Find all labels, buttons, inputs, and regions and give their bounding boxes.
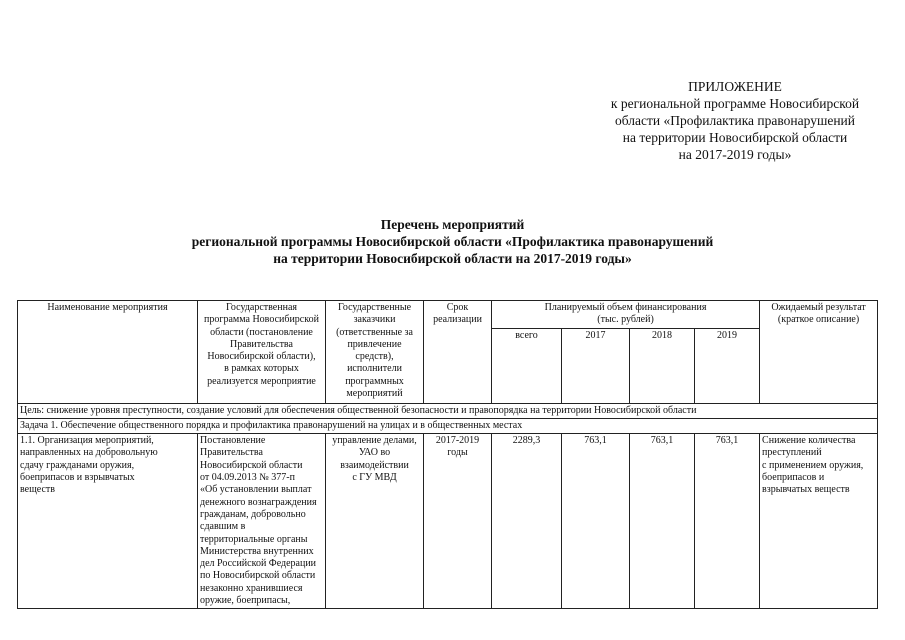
appendix-heading bbox=[560, 78, 905, 163]
header-2019: 2019 bbox=[695, 328, 760, 403]
activities-table bbox=[17, 300, 878, 609]
appendix-line: на 2017-2019 годы» bbox=[678, 147, 792, 162]
task-row bbox=[18, 418, 878, 433]
header-total: всего bbox=[492, 328, 562, 403]
appendix-line: на территории Новосибирской области bbox=[622, 130, 848, 145]
header-funding: Планируемый объем финансирования (тыс. рублей) bbox=[492, 301, 760, 329]
row-2018: 763,1 bbox=[630, 434, 695, 609]
header-2018: 2018 bbox=[630, 328, 695, 403]
goal-row bbox=[18, 403, 878, 418]
row-term: 2017-2019 годы bbox=[424, 434, 492, 609]
header-term: Срок реализации bbox=[424, 301, 492, 404]
title-line: Перечень мероприятий bbox=[380, 217, 525, 232]
row-name: 1.1. Организация мероприятий, направленных на добровольную сдачу гражданами оружия, боеприпасов и взрывчатых веществ bbox=[18, 434, 198, 609]
header-program: Государственная программа Новосибирской области (постановление Правительства Новосибирской области), в рамках которых реализуется мероприятие bbox=[198, 301, 326, 404]
row-2017: 763,1 bbox=[562, 434, 630, 609]
row-program: Постановление Правительства Новосибирской области от 04.09.2013 № 377-п «Об установлении выплат денежного вознаграждения гражданам, добровольно сдавшим в территориальные органы Министерства внутренних дел Российской Федерации по Новосибирской области незаконно хранившиеся оружие, боеприпасы, bbox=[198, 434, 326, 609]
row-2019: 763,1 bbox=[695, 434, 760, 609]
header-customers: Государственные заказчики (ответственные за привлечение средств), исполнители программных мероприятий bbox=[326, 301, 424, 404]
row-customers: управление делами, УАО во взаимодействии с ГУ МВД bbox=[326, 434, 424, 609]
row-total: 2289,3 bbox=[492, 434, 562, 609]
table-row bbox=[18, 434, 878, 609]
header-result: Ожидаемый результат (краткое описание) bbox=[760, 301, 878, 404]
appendix-line: к региональной программе Новосибирской bbox=[610, 96, 860, 111]
row-result: Снижение количества преступлений с применением оружия, боеприпасов и взрывчатых веществ bbox=[760, 434, 878, 609]
goal-text: Цель: снижение уровня преступности, создание условий для обеспечения общественной безопасности и правопорядка на территории Новосибирской области bbox=[18, 403, 878, 418]
task-text: Задача 1. Обеспечение общественного порядка и профилактика правонарушений на улицах и в общественных местах bbox=[18, 418, 878, 433]
appendix-line: ПРИЛОЖЕНИЕ bbox=[688, 79, 782, 94]
document-title bbox=[0, 216, 905, 267]
header-2017: 2017 bbox=[562, 328, 630, 403]
appendix-line: области «Профилактика правонарушений bbox=[614, 113, 856, 128]
header-name: Наименование мероприятия bbox=[18, 301, 198, 404]
title-line: региональной программы Новосибирской области «Профилактика правонарушений bbox=[191, 234, 714, 249]
header-row bbox=[18, 301, 878, 329]
title-line: на территории Новосибирской области на 2017-2019 годы» bbox=[273, 251, 632, 266]
